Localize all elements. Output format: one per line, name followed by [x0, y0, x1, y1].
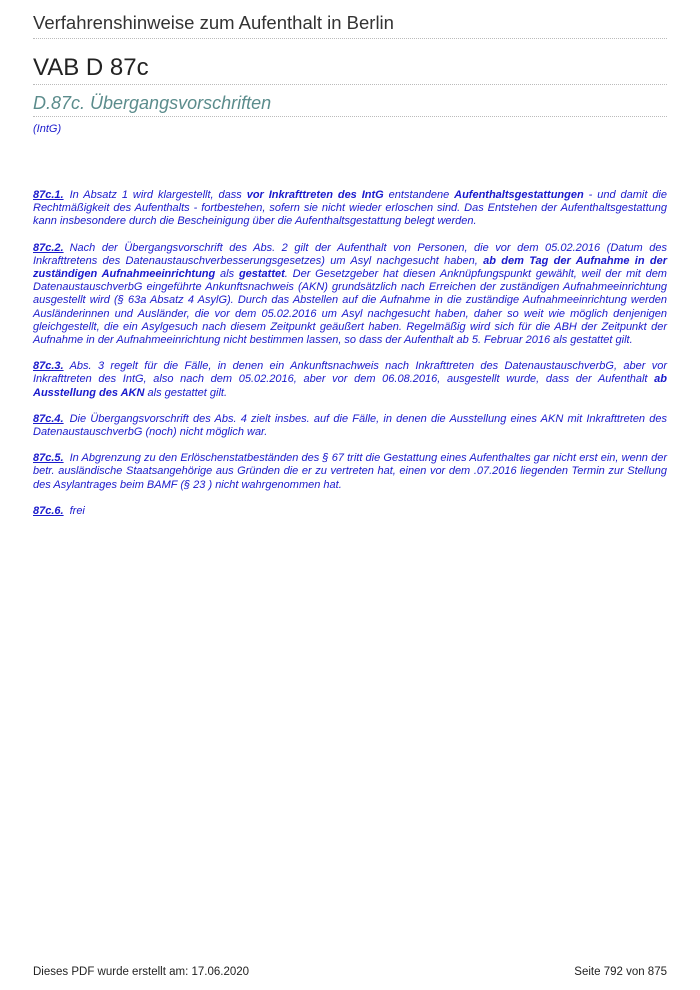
paragraph-text: als: [215, 268, 239, 281]
paragraph-number-link[interactable]: 87c.1.: [33, 189, 64, 201]
paragraph-text: als gestattet gilt.: [144, 386, 227, 399]
paragraph-text: In Abgrenzung zu den Erlöschenstatbeständen des § 67 tritt die Gestattung eines Aufenthaltes gar nicht erst ein, wenn der betr. ausländische Staatsangehörige aus Gründen die er zu vertreten hat, einen vor dem .07.2016 liegenden Termin zur Stellung des Asylantrages beim BAMF (§ 23 ) nicht wahrgenommen hat.: [33, 452, 667, 491]
emphasized-text: ab dem Tag der Aufnahme in der zuständigen Aufnahmeeinrichtung: [33, 254, 667, 281]
paragraph-text: - und damit die Rechtmäßigkeit des Aufenthalts - fortbestehen, sofern sie nicht wieder erloschen sind. Das Entstehen der Aufenthaltsgestattung kann insbesondere durch die Bescheinigung über die Aufenthaltsgestattung belegt werden.: [33, 189, 667, 228]
paragraph-87c-3: [33, 360, 667, 400]
creation-date-note: Dieses PDF wurde erstellt am: 17.06.2020: [33, 966, 250, 978]
paragraph-number-link[interactable]: 87c.6.: [33, 504, 64, 517]
paragraph-87c-5: [33, 452, 667, 492]
paragraph-87c-6: [33, 505, 667, 518]
emphasized-text: Aufenthaltsgestattungen: [454, 189, 584, 201]
document-header-title: Verfahrenshinweise zum Aufenthalt in Berlin: [33, 11, 667, 39]
paragraph-text: Nach der Übergangsvorschrift des Abs. 2 gilt der Aufenthalt von Personen, die vor dem 05.02.2016 (Datum des Inkrafttretens des Datenaustauschverbesserungsgesetzes) um Asyl nachgesucht haben,: [33, 241, 667, 267]
paragraph-text: frei: [69, 504, 85, 517]
emphasized-text: gestattet: [238, 268, 285, 281]
emphasized-text: ab Ausstellung des AKN: [33, 373, 667, 399]
paragraph-87c-4: [33, 413, 667, 439]
paragraph-87c-2: [33, 242, 667, 348]
page-number: Seite 792 von 875: [574, 966, 667, 978]
document-page: [33, 0, 667, 990]
section-subtitle: D.87c. Übergangsvorschriften: [33, 92, 667, 117]
page-footer: [33, 966, 667, 978]
section-id-heading: VAB D 87c: [33, 54, 667, 85]
paragraph-text: . Der Gesetzgeber hat diesen Anknüpfungspunkt gewählt, weil der mit dem DatenaustauschverbG eingeführte Ankunftsnachweis (AKN) grundsätzlich nach Erreichen der zuständigen Aufnahmeeinrichtung ausgestellt wird (§ 63a Absatz 4 AsylG). Durch das Abstellen auf die Aufnahme in die zuständige Aufnahmeeinrichtung werden Ausländerinnen und Ausländer, die vor dem 05.02.2016 um Asyl nachgesucht haben, daher so weit wie möglich denjenigen gleichgestellt, die ein Asylgesuch nach diesem Zeitpunkt geäußert haben. Regelmäßig wird sich für die ABH der Zeitpunkt der Aufnahme in der Aufnahmeeinrichtung nicht bestimmen lassen, so dass der Aufenthalt ab 5. Februar 2016 als gestattet gilt.: [33, 268, 667, 347]
paragraph-text: Abs. 3 regelt für die Fälle, in denen ein Ankunftsnachweis nach Inkrafttreten des DatenaustauschverbG, aber vor Inkrafttreten des IntG, also nach dem 05.02.2016, aber vor dem 06.08.2016, ausgestellt wurde, dass der Aufenthalt: [33, 360, 667, 386]
emphasized-text: vor Inkrafttreten des IntG: [246, 189, 384, 201]
paragraph-list: [33, 189, 667, 531]
paragraph-number-link[interactable]: 87c.2.: [33, 241, 64, 254]
law-reference: (IntG): [33, 123, 62, 135]
paragraph-number-link[interactable]: 87c.5.: [33, 452, 64, 465]
paragraph-text: entstandene: [383, 189, 455, 201]
paragraph-87c-1: [33, 189, 667, 229]
paragraph-text: In Absatz 1 wird klargestellt, dass: [69, 189, 247, 201]
paragraph-text: Die Übergangsvorschrift des Abs. 4 zielt insbes. auf die Fälle, in denen die Ausstellung eines AKN mit Inkrafttreten des DatenaustauschverbG (noch) nicht möglich war.: [33, 412, 667, 439]
paragraph-number-link[interactable]: 87c.4.: [33, 412, 64, 425]
paragraph-number-link[interactable]: 87c.3.: [33, 360, 64, 373]
